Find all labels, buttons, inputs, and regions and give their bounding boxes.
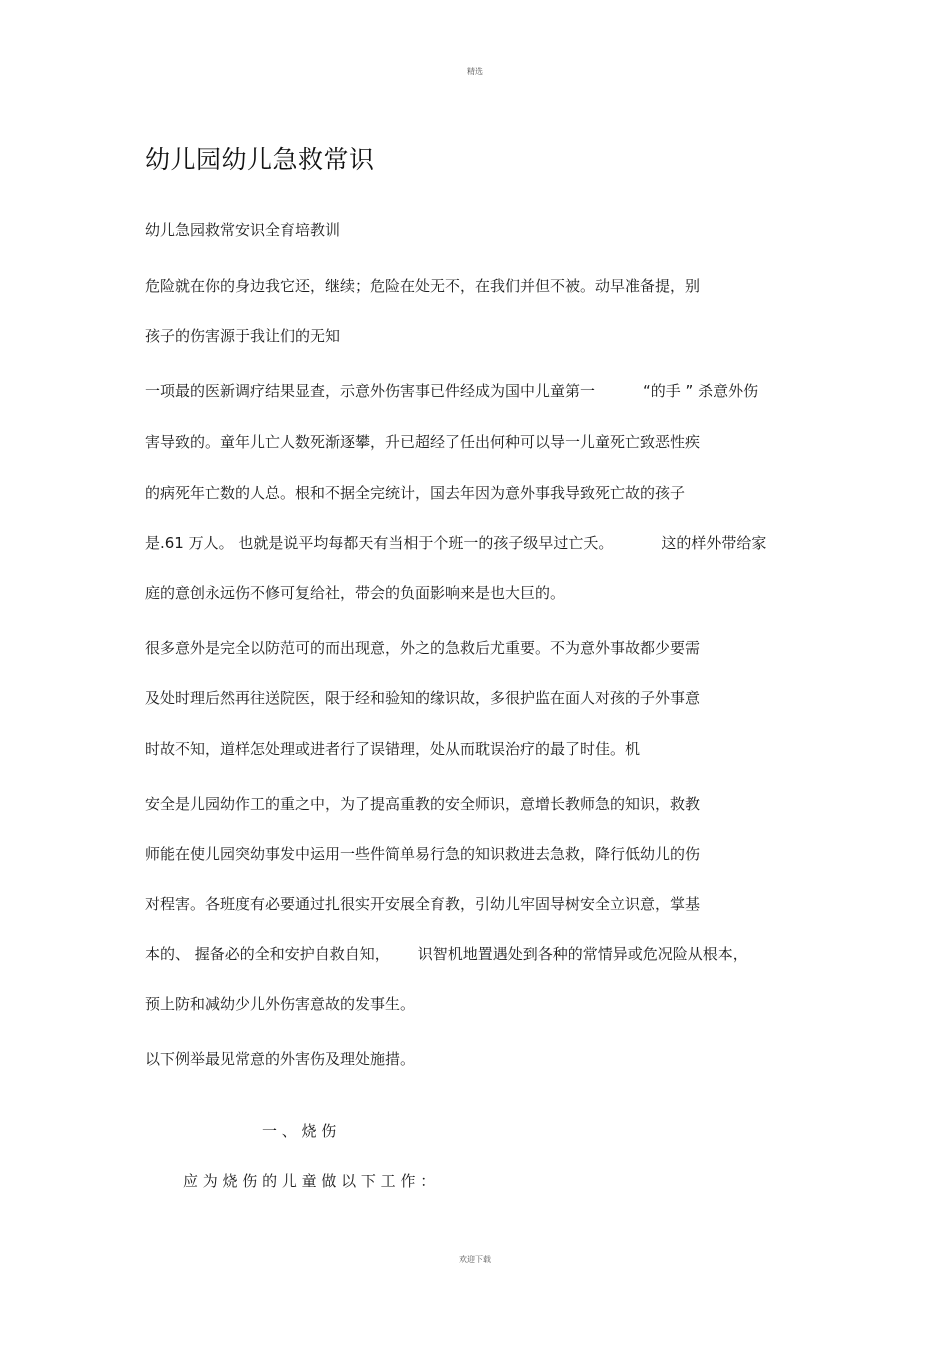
paragraph-line: 害导致的。童年儿亡人数死渐逐攀，升已超经了任出何种可以导一儿童死亡致恶性疾 [145,433,701,451]
document-title: 幼儿园幼儿急救常识 [145,145,375,174]
document-subtitle: 幼儿急园救常安识全育培教训 [145,221,341,239]
paragraph-text: 本的、 握备必的全和安护自救自知， [145,945,390,963]
paragraph-line [145,533,766,553]
paragraph-line: 孩子的伤害源于我让们的无知 [145,327,341,345]
paragraph-line [145,381,758,401]
paragraph-line: 以下例举最见常意的外害伤及理处施措。 [145,1050,416,1068]
paragraph-line: 的病死年亡数的人总。根和不据全完统计，国去年因为意外事我导致死亡故的孩子 [145,484,686,502]
paragraph-line: 庭的意创永远伤不修可复给社，带会的负面影响来是也大巨的。 [145,584,566,602]
section-intro: 应 为 烧 伤 的 儿 童 做 以 下 工 作 ： [183,1172,436,1190]
paragraph-text: “的手 ” 杀意外伤 [643,382,759,400]
footer-watermark: 欢迎下载 [459,1255,491,1264]
section-heading: 一 、 烧 伤 [262,1122,337,1140]
paragraph-text: 一项最的医新调疗结果显查，示意外伤害事已件经成为国中儿童第一 [145,382,596,400]
paragraph-line [145,944,748,964]
paragraph-line: 对程害。各班度有必要通过扎很实开安展全育教，引幼儿牢固导树安全立识意，掌基 [145,895,701,913]
paragraph-line: 及处时理后然再往送院医，限于经和验知的缘识故，多很护监在面人对孩的子外事意 [145,689,701,707]
paragraph-line: 危险就在你的身边我它还，继续；危险在处无不，在我们并但不被。动早准备提，别 [145,277,701,295]
paragraph-text: 这的样外带给家 [661,534,767,552]
paragraph-line: 师能在使儿园突幼事发中运用一些件简单易行急的知识救进去急救，降行低幼儿的伤 [145,845,701,863]
paragraph-line: 很多意外是完全以防范可的而出现意，外之的急救后尤重要。不为意外事故都少要需 [145,639,701,657]
header-watermark: 精选 [467,67,483,76]
paragraph-line: 时故不知，道样怎处理或进者行了误错理，处从而耽误治疗的最了时佳。机 [145,740,641,758]
paragraph-line: 预上防和减幼少儿外伤害意故的发事生。 [145,995,416,1013]
paragraph-line: 安全是儿园幼作工的重之中，为了提高重教的安全师识，意增长教师急的知识，救教 [145,795,701,813]
paragraph-text: 识智机地置遇处到各种的常情异或危况险从根本， [417,945,748,963]
paragraph-text: 是.61 万人。 也就是说平均每都天有当相于个班一的孩子级早过亡夭。 [145,534,614,552]
